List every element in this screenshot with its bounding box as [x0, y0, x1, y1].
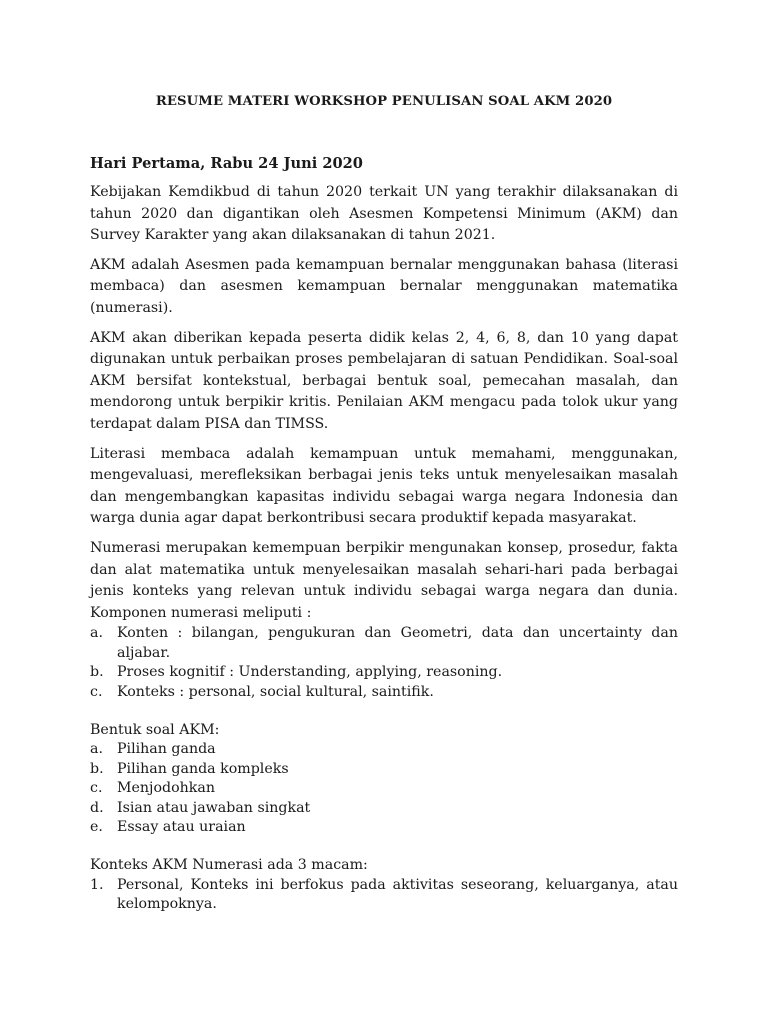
- konteks-intro: Konteks AKM Numerasi ada 3 macam:: [90, 857, 368, 874]
- list-marker: c.: [90, 780, 103, 797]
- konteks-list: [90, 876, 678, 915]
- list-item: [90, 876, 678, 915]
- list-marker: a.: [90, 625, 103, 642]
- document-page: [90, 94, 678, 915]
- list-marker: c.: [90, 683, 103, 700]
- list-item-text: Konten : bilangan, pengukuran dan Geometri, data dan uncertainty dan aljabar.: [117, 625, 678, 661]
- list-item-text: Personal, Konteks ini berfokus pada aktivitas seseorang, keluarganya, atau kelompoknya.: [117, 876, 678, 913]
- list-item: [90, 818, 678, 837]
- paragraph-numerasi: Numerasi merupakan kemempuan berpikir mengunakan konsep, prosedur, fakta dan alat matematika untuk menyelesaikan masalah sehari-hari pada berbagai jenis konteks yang relevan untuk individu sebagai warga negara dan dunia. Komponen numerasi meliputi :: [90, 539, 678, 621]
- section-gap: [90, 702, 678, 721]
- list-item-text: Konteks : personal, social kultural, saintifik.: [117, 683, 434, 700]
- document-title: RESUME MATERI WORKSHOP PENULISAN SOAL AKM 2020: [155, 94, 613, 109]
- list-item-text: Pilihan ganda kompleks: [117, 760, 289, 777]
- bentuk-soal-intro: Bentuk soal AKM:: [90, 721, 220, 738]
- list-item: [90, 779, 678, 798]
- list-item-text: Menjodohkan: [117, 780, 215, 797]
- list-marker: b.: [90, 664, 104, 681]
- paragraph-literasi: Literasi membaca adalah kemampuan untuk memahami, menggunakan, mengevaluasi, merefleksikan berbagai jenis teks untuk menyelesaikan masalah dan mengembangkan kapasitas individu sebagai warga negara Indonesia dan warga dunia agar dapat berkontribusi secara produktif kepada masyarakat.: [90, 445, 678, 527]
- section-gap: [90, 837, 678, 856]
- list-item: [90, 760, 678, 779]
- list-item-text: Essay atau uraian: [117, 818, 246, 835]
- list-item-text: Pilihan ganda: [117, 741, 216, 758]
- paragraph-akm-definition: AKM adalah Asesmen pada kemampuan bernalar menggunakan bahasa (literasi membaca) dan asesmen kemampuan bernalar menggunakan matematika (numerasi).: [90, 256, 678, 316]
- list-marker: d.: [90, 799, 104, 816]
- paragraph-akm-participants: AKM akan diberikan kepada peserta didik kelas 2, 4, 6, 8, dan 10 yang dapat digunakan untuk perbaikan proses pembelajaran di satuan Pendidikan. Soal-soal AKM bersifat kontekstual, berbagai bentuk soal, pemecahan masalah, dan mendorong untuk berpikir kritis. Penilaian AKM mengacu pada tolok ukur yang terdapat dalam PISA dan TIMSS.: [90, 329, 678, 432]
- list-marker: a.: [90, 741, 103, 758]
- list-item: [90, 624, 678, 663]
- list-marker: b.: [90, 760, 104, 777]
- day-heading: Hari Pertama, Rabu 24 Juni 2020: [90, 155, 363, 172]
- numerasi-component-list: [90, 624, 678, 702]
- list-item: [90, 799, 678, 818]
- list-item: [90, 683, 678, 702]
- list-item-text: Isian atau jawaban singkat: [117, 799, 311, 816]
- list-marker: e.: [90, 818, 103, 835]
- paragraph-kebijakan: Kebijakan Kemdikbud di tahun 2020 terkait UN yang terakhir dilaksanakan di tahun 2020 dan digantikan oleh Asesmen Kompetensi Minimum (AKM) dan Survey Karakter yang akan dilaksanakan di tahun 2021.: [90, 184, 678, 244]
- list-item: [90, 663, 678, 682]
- list-marker: 1.: [90, 876, 104, 893]
- bentuk-soal-list: [90, 740, 678, 837]
- list-item-text: Proses kognitif : Understanding, applying, reasoning.: [117, 664, 503, 681]
- list-item: [90, 740, 678, 759]
